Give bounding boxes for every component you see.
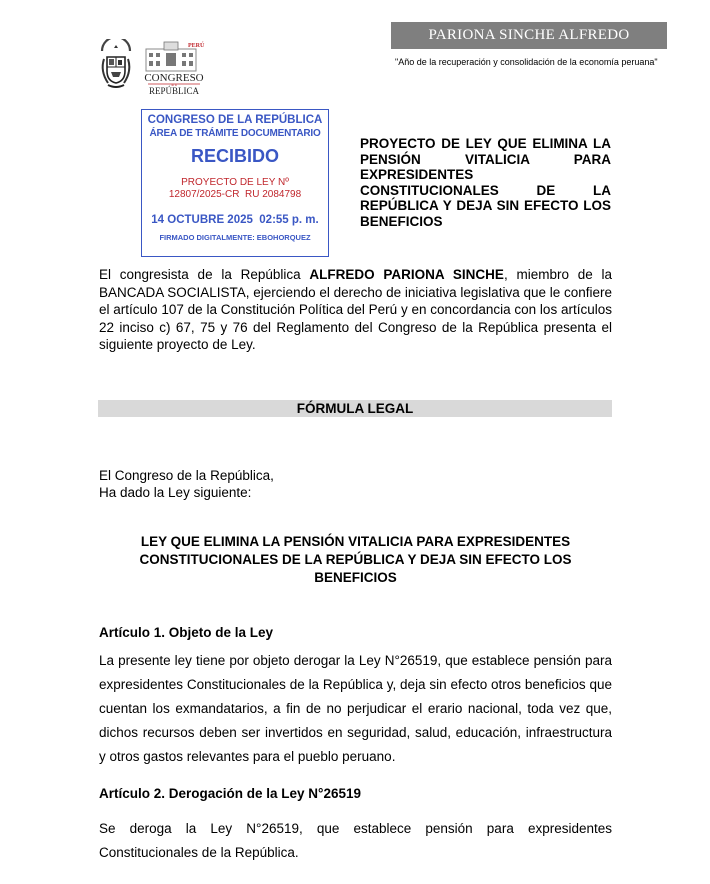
congress-building-icon: [142, 39, 206, 95]
enactment-line2: Ha dado la Ley siguiente:: [99, 485, 252, 500]
article-2-heading: Artículo 2. Derogación de la Ley N°26519: [99, 786, 361, 801]
author-banner: PARIONA SINCHE ALFREDO: [391, 22, 667, 49]
stamp-project-number: 12807/2025-CR RU 2084798: [168, 189, 302, 200]
project-title: PROYECTO DE LEY QUE ELIMINA LA PENSIÓN VITALICIA PARA EXPRESIDENTES CONSTITUCIONALES DE LA REPÚBLICA Y DEJA SIN EFECTO LOS BENEFICIOS: [360, 136, 611, 229]
law-title: LEY QUE ELIMINA LA PENSIÓN VITALICIA PARA EXPRESIDENTES CONSTITUCIONALES DE LA REPÚBLICA Y DEJA SIN EFECTO LOS BENEFICIOS: [139, 534, 572, 585]
peru-coat-of-arms-icon: [98, 39, 134, 91]
reception-stamp: [141, 109, 329, 257]
stamp-signed: FIRMADO DIGITALMENTE: EBOHORQUEZ: [159, 233, 311, 242]
stamp-project-label: PROYECTO DE LEY Nº: [181, 177, 289, 188]
year-motto: "Año de la recuperación y consolidación de la economía peruana": [395, 57, 658, 67]
formula-legal-heading: FÓRMULA LEGAL: [98, 400, 612, 417]
logo-congreso-text: CONGRESO: [144, 72, 204, 84]
intro-part1: El congresista de la República: [99, 267, 310, 282]
logo-republica-text: REPÚBLICA: [148, 86, 200, 95]
stamp-status: RECIBIDO: [190, 146, 279, 166]
intro-paragraph: [99, 266, 612, 354]
stamp-datetime: 14 OCTUBRE 2025 02:55 p. m.: [151, 214, 319, 226]
congressman-name: ALFREDO PARIONA SINCHE: [309, 267, 504, 282]
article-1-body: La presente ley tiene por objeto derogar la Ley N°26519, que establece pensión para expresidentes Constitucionales de la República y, deja sin efecto otros beneficios que cuentan los exmandatarios, a fin de no perjudicar el erario nacional, toda vez que, dichos recursos deben ser invertidos en seguridad, salud, educación, infraestructura y otros gastos relevantes para el pueblo peruano.: [99, 653, 612, 764]
enactment-line1: El Congreso de la República,: [99, 468, 274, 483]
logo-dela-text: de la: [171, 83, 177, 87]
stamp-institution: CONGRESO DE LA REPÚBLICA: [147, 114, 323, 126]
intro-part2: , miembro de la BANCADA SOCIALISTA, ejerciendo el derecho de iniciativa legislativa que le confiere el artículo 107 de la Constitución Política del Perú y en concordancia con los artículos 22 inciso c) 67, 75 y 76 del Reglamento del Congreso de la República presenta el siguiente proyecto de Ley.: [99, 267, 613, 352]
enactment-formula: [99, 467, 274, 501]
stamp-area: ÁREA DE TRÁMITE DOCUMENTARIO: [149, 128, 321, 139]
article-2-body: Se deroga la Ley N°26519, que establece pensión para expresidentes Constitucionales de la República.: [99, 821, 612, 860]
article-1-heading: Artículo 1. Objeto de la Ley: [99, 625, 274, 640]
logo-peru-label: PERÚ: [188, 43, 205, 49]
